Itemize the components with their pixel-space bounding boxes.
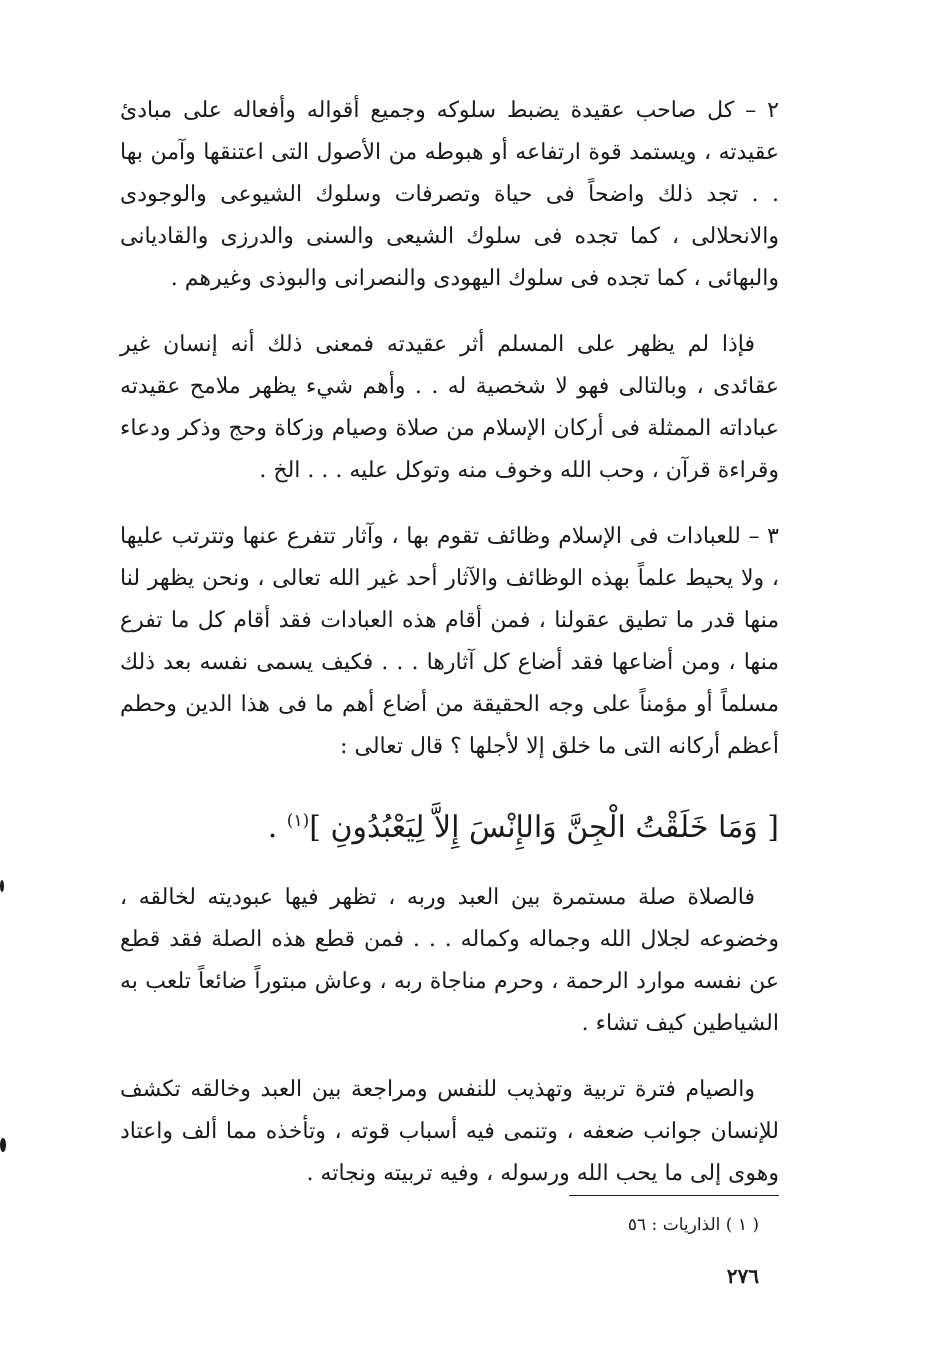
page-number: ٢٧٦ bbox=[726, 1264, 759, 1288]
paragraph-2: ٢ – كل صاحب عقيدة يضبط سلوكه وجميع أقواله وأفعاله على مبادئ عقيدته ، ويستمد قوة ارتفاعه أو هبوطه من الأصول التى اعتنقها وآمن بها . . تجد ذلك واضحاً فى حياة وتصرفات وسلوك الشيوعى والوجودى والانحلالى ، كما تجده فى سلوك الشيعى والسنى والدرزى والقاديانى والبهائى ، كما تجده فى سلوك اليهودى والنصرانى والبوذى وغيرهم . bbox=[120, 98, 779, 291]
footnote: ( ١ ) الذاريات : ٥٦ bbox=[627, 1215, 759, 1235]
footnote-separator bbox=[569, 1195, 779, 1196]
paragraph-3: ٣ – للعبادات فى الإسلام وظائف تقوم بها ، وآثار تتفرع عنها وتترتب عليها ، ولا يحيط علماً بهذه الوظائف والآثار أحد غير الله تعالى ، ونحن يظهر لنا منها قدر ما تطيق عقولنا ، فمن أقام هذه العبادات فقد أقام كل ما تفرع منها ، ومن أضاعها فقد أضاع كل آثارها . . . فكيف يسمى نفسه بعد ذلك مسلماً أو مؤمناً على وجه الحقيقة من أضاع أهم ما فى هذا الدين وحطم أعظم أركانه التى ما خلق إلا لأجلها ؟ قال تعالى : bbox=[120, 524, 779, 759]
footnote-reference: (١) bbox=[286, 811, 310, 831]
paragraph-fasting: والصيام فترة تربية وتهذيب للنفس ومراجعة بين العبد وخالقه تكشف للإنسان جوانب ضعفه ، وتنمى فيه أسباب قوته ، وتأخذه مما ألف واعتاد وهوى إلى ما يحب الله ورسوله ، وفيه تربيته ونجاته . bbox=[120, 1077, 779, 1186]
paragraph-prayer: فالصلاة صلة مستمرة بين العبد وربه ، تظهر فيها عبوديته لخالقه ، وخضوعه لجلال الله وجماله وكماله . . . فمن قطع هذه الصلة فقد قطع عن نفسه موارد الرحمة ، وحرم مناجاة ربه ، وعاش مبتوراً ضائعاً تلعب به الشياطين كيف تشاء . bbox=[120, 885, 779, 1036]
verse-end-mark: . bbox=[267, 810, 278, 845]
paragraph-continuation: فإذا لم يظهر على المسلم أثر عقيدته فمعنى ذلك أنه إنسان غير عقائدى ، وبالتالى فهو لا شخصية له . . وأهم شيء يظهر ملامح عقيدته عباداته الممثلة فى أركان الإسلام من صلاة وصيام وزكاة وحج وذكر ودعاء وقراءة قرآن ، وحب الله وخوف منه وتوكل عليه . . . الخ . bbox=[120, 332, 779, 483]
main-text bbox=[120, 90, 779, 1219]
quran-verse bbox=[120, 792, 779, 857]
verse-text: [ وَمَا خَلَقْتُ الْجِنَّ وَالإِنْسَ إِلاَّ لِيَعْبُدُونِ ] bbox=[309, 810, 779, 845]
scan-edge-mark-bottom bbox=[0, 1138, 6, 1152]
scan-edge-mark-top bbox=[0, 880, 4, 892]
